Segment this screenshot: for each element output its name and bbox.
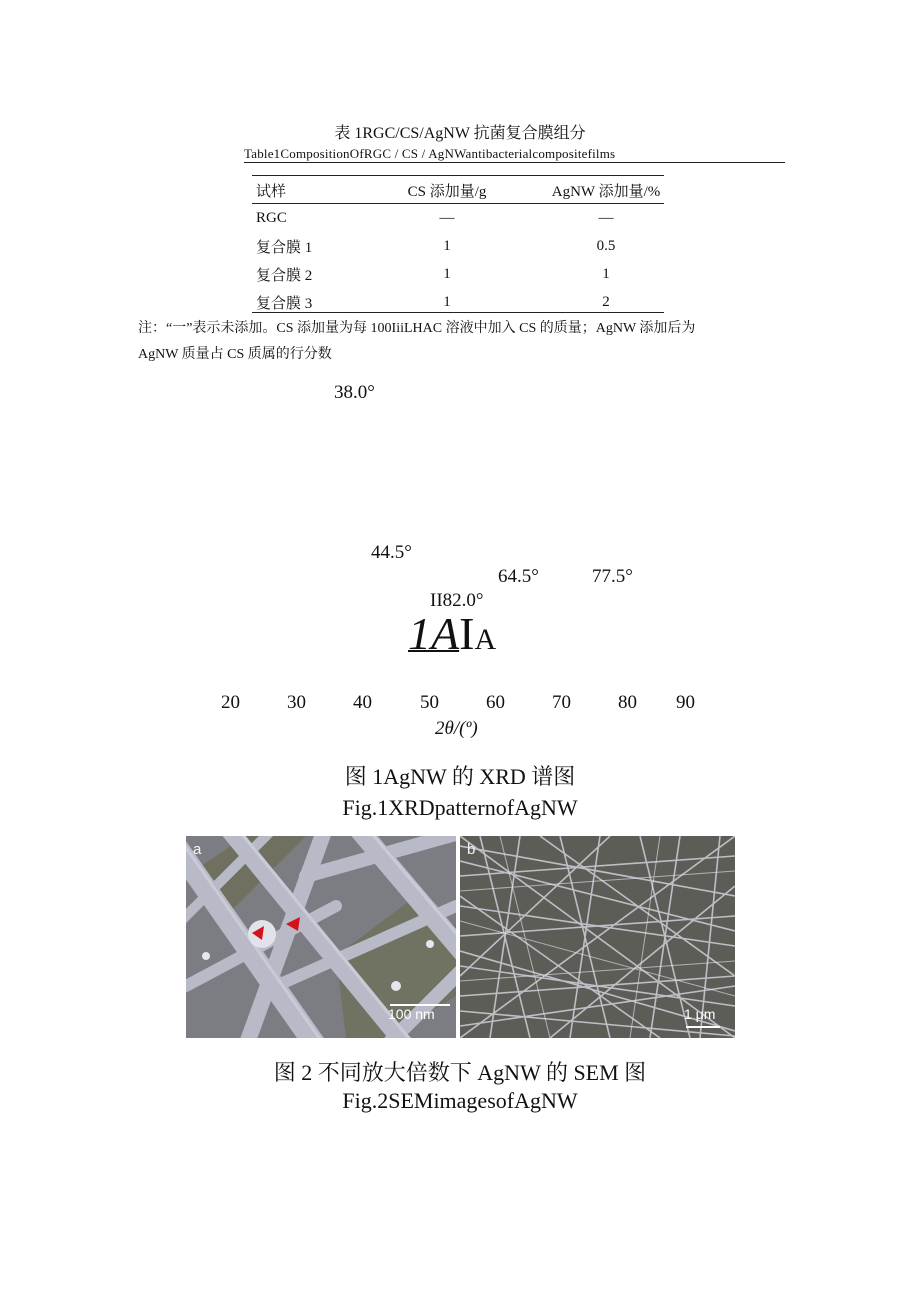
- table-title: 表 1RGC/CS/AgNW 抗菌复合膜组分: [334, 125, 586, 142]
- xrd-x-tick: 70: [552, 692, 571, 713]
- table-cell: 复合膜 3: [256, 295, 313, 312]
- xrd-residual-char: 1: [408, 608, 431, 659]
- figure2-caption-en: Fig.2SEMimagesofAgNW: [342, 1088, 578, 1113]
- figure1-caption-en: Fig.1XRDpatternofAgNW: [342, 795, 578, 820]
- scale-bar-b: [684, 1006, 715, 1022]
- table-cell: 2: [602, 293, 610, 310]
- xrd-x-tick: 60: [486, 692, 505, 713]
- xrd-peak-label: 38.0°: [334, 382, 375, 403]
- xrd-residual-char: I: [459, 608, 475, 659]
- header-agnw-amount: AgNW 添加量/%: [551, 183, 661, 200]
- table-row: [252, 232, 664, 260]
- table-row: [252, 204, 664, 232]
- scale-bar-a: [388, 1006, 435, 1022]
- table-cell: 0.5: [596, 237, 616, 254]
- xrd-peak-label: 64.5°: [498, 566, 539, 587]
- table-cell: 复合膜 2: [256, 267, 313, 284]
- header-sample: 试样: [256, 183, 287, 200]
- sem-panel-letter: b: [467, 841, 476, 858]
- xrd-peak-label: 77.5°: [592, 566, 633, 587]
- table-subtitle: Table1CompositionOfRGC / CS / AgNWantibacterialcompositefilms: [244, 146, 616, 161]
- table-cell: —: [598, 209, 614, 226]
- figure2-caption-cn: 图 2 不同放大倍数下 AgNW 的 SEM 图: [273, 1060, 647, 1085]
- xrd-x-tick: 90: [676, 692, 695, 713]
- figure1-caption-cn: 图 1AgNW 的 XRD 谱图: [344, 764, 576, 789]
- sem-image-b: [460, 836, 735, 1038]
- header-cs-amount: CS 添加量/g: [407, 183, 487, 200]
- table-header-row: [252, 176, 664, 204]
- scale-bar-label: 1 μm: [684, 1006, 716, 1022]
- xrd-peak-label: 44.5°: [371, 542, 412, 563]
- xrd-residual-char: A: [474, 623, 497, 656]
- xrd-residual-text: [408, 608, 496, 666]
- table-top-rule: [244, 162, 785, 163]
- table-cell: 复合膜 1: [256, 239, 313, 256]
- table-cell: 1: [443, 265, 451, 282]
- table-note-line: AgNW 质量占 CS 质属的行分数: [138, 347, 332, 362]
- scale-bar-label: 100 nm: [388, 1006, 435, 1022]
- table-cell: 1: [602, 265, 610, 282]
- xrd-x-tick: 20: [221, 692, 240, 713]
- sem-image-a: [186, 836, 456, 1038]
- xrd-x-tick: 30: [287, 692, 306, 713]
- xrd-x-tick: 50: [420, 692, 439, 713]
- sem-panel-letter: a: [193, 841, 202, 858]
- xrd-residual-underlined: [408, 608, 459, 659]
- table-cell: 1: [443, 237, 451, 254]
- xrd-x-tick: 40: [353, 692, 372, 713]
- table-row: [252, 288, 664, 316]
- scale-bar-line: [390, 1004, 450, 1006]
- xrd-x-tick: 80: [618, 692, 637, 713]
- xrd-peak-label: II82.0°: [430, 590, 484, 611]
- table-cell: —: [439, 209, 455, 226]
- composition-table: [252, 176, 664, 316]
- table-cell: RGC: [256, 209, 287, 226]
- table-row: [252, 260, 664, 288]
- table-cell: 1: [443, 293, 451, 310]
- xrd-residual-char: A: [431, 608, 460, 659]
- table-note-line: 注：“一”表示未添加。CS 添加量为每 100IiiLHAC 溶液中加入 CS 的质量；AgNW 添加后为: [138, 321, 696, 336]
- scale-bar-line: [686, 1026, 720, 1028]
- xrd-x-axis-label: 2θ/(º): [435, 718, 478, 739]
- table-note: [138, 316, 808, 368]
